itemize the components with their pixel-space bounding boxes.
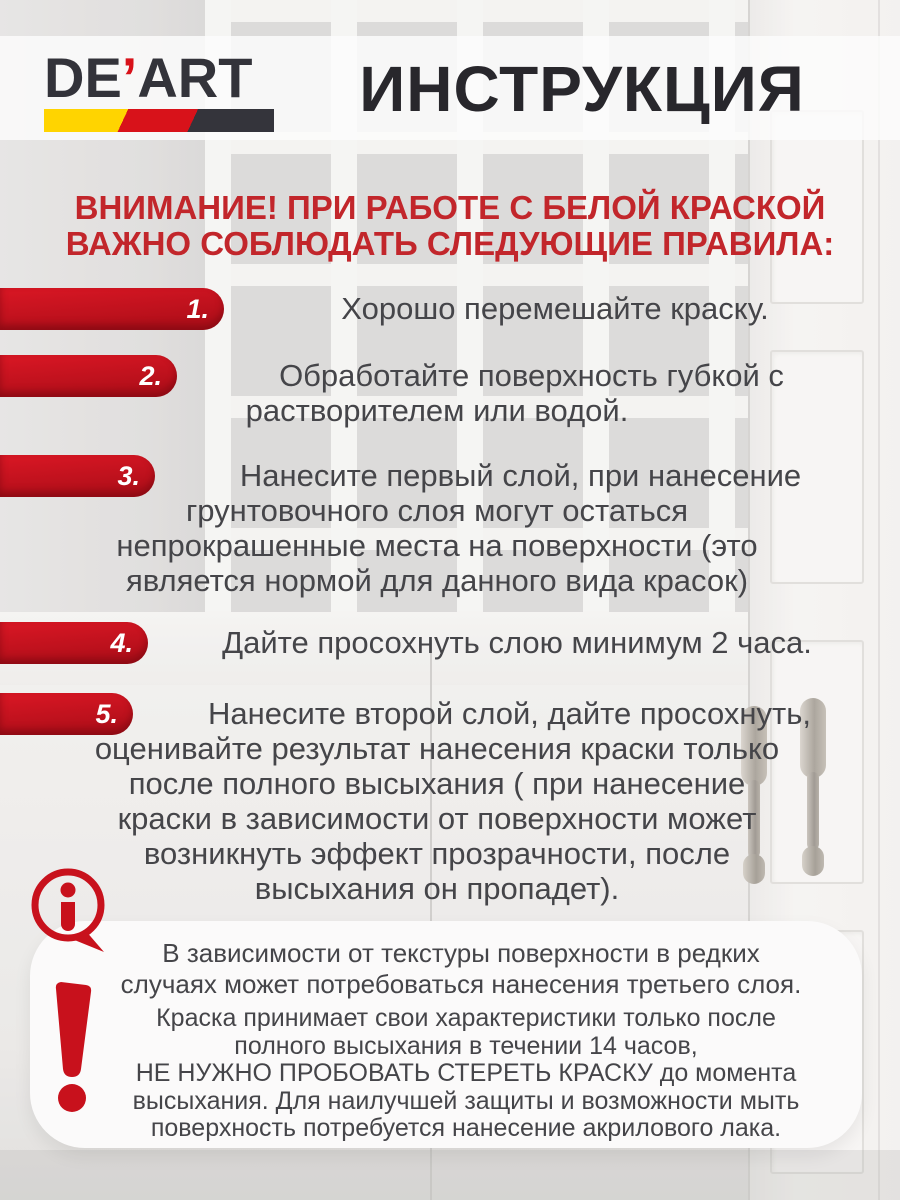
step-item-2: 2. Обработайте поверхность губкой с растворителем или водой. bbox=[0, 358, 874, 428]
step-item-4: 4. Дайте просохнуть слою минимум 2 часа. bbox=[0, 625, 874, 660]
step-number-ribbon bbox=[0, 693, 133, 735]
step-item-5: 5. Нанесите второй слой, дайте просохнуть, оценивайте результат нанесения краски только после полного высыхания ( при нанесение краски в зависимости от поверхности может возникнуть эффект прозрачности, после высыхания он пропадет). bbox=[0, 696, 874, 906]
step-number-ribbon bbox=[0, 355, 177, 397]
step-number-ribbon bbox=[0, 288, 224, 330]
step-number: 4. bbox=[110, 627, 133, 658]
page-title: ИНСТРУКЦИЯ bbox=[359, 53, 805, 125]
step-item-1: 1. Хорошо перемешайте краску. bbox=[0, 291, 874, 326]
info-speech-bubble-icon bbox=[28, 866, 116, 960]
notes-panel bbox=[30, 921, 862, 1148]
logo-apostrophe: ’ bbox=[121, 46, 138, 109]
note-third-layer: В зависимости от текстуры поверхности в редких случаях может потребоваться нанесения третьего слоя. bbox=[120, 938, 802, 999]
brand-name: DE’ART bbox=[44, 46, 253, 109]
step-item-3: 3. Нанесите первый слой, при нанесение грунтовочного слоя могут остаться непрокрашенные места на поверхности (это является нормой для данного вида красок) bbox=[0, 458, 874, 598]
exclamation-mark-icon bbox=[50, 981, 94, 1113]
step-number-ribbon bbox=[0, 455, 155, 497]
note-drying-warning: Краска принимает свои характеристики только после полного высыхания в течении 14 часов, НЕ НУЖНО ПРОБОВАТЬ СТЕРЕТЬ КРАСКУ до момента высыхания. Для наилучшей защиты и возможности мыть поверхность потребуется нанесение акрилового лака. bbox=[132, 1004, 800, 1142]
step-number: 2. bbox=[139, 360, 162, 391]
step-number: 5. bbox=[95, 698, 118, 729]
warning-line-1: ВНИМАНИЕ! ПРИ РАБОТЕ С БЕЛОЙ КРАСКОЙ bbox=[74, 189, 826, 226]
step-number: 3. bbox=[117, 460, 140, 491]
step-number: 1. bbox=[186, 293, 209, 324]
logo-stripe bbox=[44, 109, 274, 132]
brand-logo bbox=[44, 46, 276, 132]
header bbox=[0, 36, 900, 140]
warning-line-2: ВАЖНО СОБЛЮДАТЬ СЛЕДУЮЩИЕ ПРАВИЛА: bbox=[65, 225, 835, 262]
step-number-ribbon bbox=[0, 622, 148, 664]
warning-heading bbox=[30, 190, 870, 262]
